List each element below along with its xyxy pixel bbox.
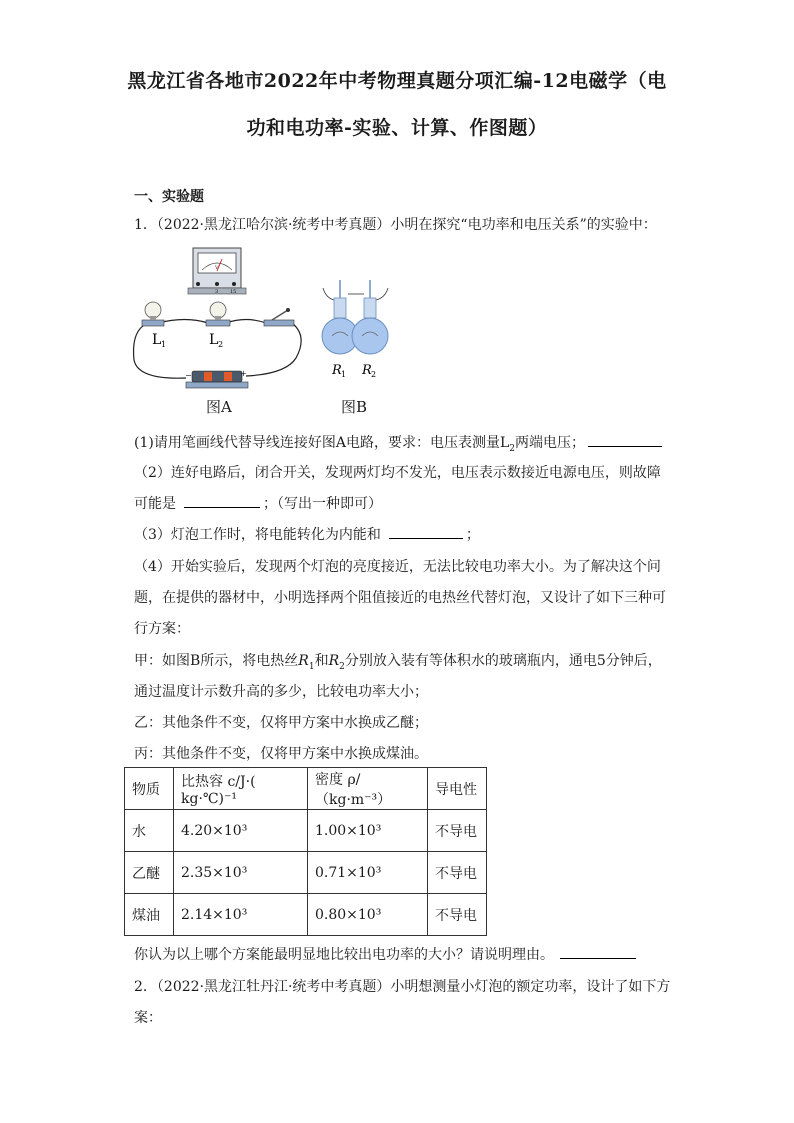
switch-icon	[264, 308, 294, 326]
sub-question-2-line-1: （2）连好电路后，闭合开关，发现两灯均不发光，电压表示数接近电源电压，则故障	[134, 465, 661, 481]
r1-subscript: 1	[341, 370, 347, 379]
bulb-l1-icon	[142, 302, 164, 326]
r2-subscript: 2	[371, 370, 377, 379]
l1-label: L	[152, 332, 162, 348]
answer-blank-2[interactable]	[184, 506, 260, 508]
flask-r1-icon	[322, 280, 358, 354]
table-cell: 不导电	[428, 852, 487, 894]
l2-subscript: 2	[218, 340, 224, 349]
sub-question-2-line-2	[134, 493, 382, 513]
plan-a-r1: R	[298, 653, 309, 669]
table-cell: 1.00×10³	[308, 810, 428, 852]
plan-c: 丙：其他条件不变，仅将甲方案中水换成煤油。	[134, 746, 428, 762]
plan-a-r2-subscript: 2	[339, 661, 345, 672]
table-header-row	[125, 768, 487, 810]
figure-a-caption: 图A	[206, 398, 232, 416]
sub-question-4-line-2: 题，在提供的器材中，小明选择两个阻值接近的电热丝代替灯泡，又设计了如下三种可	[134, 590, 666, 606]
sub-question-1	[134, 432, 665, 454]
question-2-line-2: 案：	[134, 1010, 162, 1026]
properties-table	[124, 767, 487, 936]
table-cell: 0.80×10³	[308, 894, 428, 936]
sub-question-3-text: （3）灯泡工作时，将电能转化为内能和	[134, 527, 381, 543]
table-cell: 乙醚	[125, 852, 174, 894]
table-cell: 不导电	[428, 894, 487, 936]
table-row	[125, 810, 487, 852]
battery-plus-label: +	[240, 369, 247, 378]
sub-question-2-suffix: ；（写出一种即可）	[263, 496, 382, 512]
figure-b-caption: 图B	[341, 398, 368, 416]
table-header-cell: 物质	[125, 768, 174, 810]
question-1-final-text: 你认为以上哪个方案能最明显地比较出电功率的大小？请说明理由。	[134, 947, 554, 963]
answer-blank-1[interactable]	[588, 445, 662, 447]
sub-question-2-text: 可能是	[134, 496, 176, 512]
battery-icon	[185, 369, 248, 388]
flask-r2-icon	[352, 280, 388, 354]
question-1-final	[134, 944, 639, 964]
bulb-l2-icon	[206, 302, 230, 326]
sub-question-4-line-3: 行方案：	[134, 621, 190, 637]
table-header-cell: 比热容 c/J·( kg·℃)⁻¹	[174, 768, 308, 810]
plan-a-line-1	[134, 650, 662, 672]
table-row	[125, 894, 487, 936]
table-cell: 2.35×10³	[174, 852, 308, 894]
sub-question-1-suffix: 两端电压；	[514, 435, 585, 451]
sub-question-1-text: (1)请用笔画线代替导线连接好图A电路，要求：电压表测量L	[134, 435, 510, 451]
table-row	[125, 852, 487, 894]
plan-a-r1-subscript: 1	[308, 661, 315, 672]
figure-b-flasks	[318, 280, 394, 384]
table-cell: 水	[125, 810, 174, 852]
table-header-cell: 导电性	[428, 768, 487, 810]
document-title-line-1: 黑龙江省各地市2022年中考物理真题分项汇编-12电磁学（电	[127, 70, 667, 92]
section-heading: 一、实验题	[134, 189, 204, 205]
plan-a-text-2: 分别放入装有等体积水的玻璃瓶内，通电5分钟后，	[344, 653, 662, 669]
plan-a-line-2: 通过温度计示数升高的多少，比较电功率大小；	[134, 684, 428, 700]
sub-question-4-line-1: （4）开始实验后，发现两个灯泡的亮度接近，无法比较电功率大小。为了解决这个问	[134, 559, 661, 575]
voltmeter-icon	[188, 248, 246, 295]
table-cell: 2.14×10³	[174, 894, 308, 936]
question-1-intro: 1．（2022·黑龙江哈尔滨·统考中考真题）小明在探究“电功率和电压关系”的实验中：	[134, 217, 657, 233]
sub-question-1-subscript: 2	[509, 443, 515, 454]
r1-label: R	[332, 363, 342, 378]
sub-question-3	[134, 524, 480, 544]
meter-scale-3: 3	[215, 289, 219, 295]
l2-label: L	[209, 332, 219, 348]
answer-blank-4[interactable]	[560, 957, 636, 959]
table-cell: 0.71×10³	[308, 852, 428, 894]
table-header-cell: 密度 ρ/（kg·m⁻³）	[308, 768, 428, 810]
table-cell: 不导电	[428, 810, 487, 852]
plan-a-text: 甲：如图B所示，将电热丝	[134, 653, 299, 669]
r2-label: R	[362, 363, 372, 378]
table-cell: 4.20×10³	[174, 810, 308, 852]
answer-blank-3[interactable]	[389, 537, 463, 539]
plan-a-and: 和	[314, 653, 329, 669]
document-title-line-2: 功和电功率-实验、计算、作图题）	[246, 117, 548, 139]
l1-subscript: 1	[161, 340, 167, 349]
plan-a-r2: R	[328, 653, 340, 669]
question-2-line-1: 2．（2022·黑龙江牡丹江·统考中考真题）小明想测量小灯泡的额定功率，设计了如下方	[134, 979, 671, 995]
figure-a-circuit	[126, 240, 326, 400]
battery-minus-label: −	[185, 371, 192, 380]
table-cell: 煤油	[125, 894, 174, 936]
meter-scale-15: 15	[230, 289, 237, 295]
sub-question-3-suffix: ；	[465, 527, 480, 543]
plan-b: 乙：其他条件不变，仅将甲方案中水换成乙醚；	[134, 715, 428, 731]
svg-text:V: V	[215, 265, 219, 271]
